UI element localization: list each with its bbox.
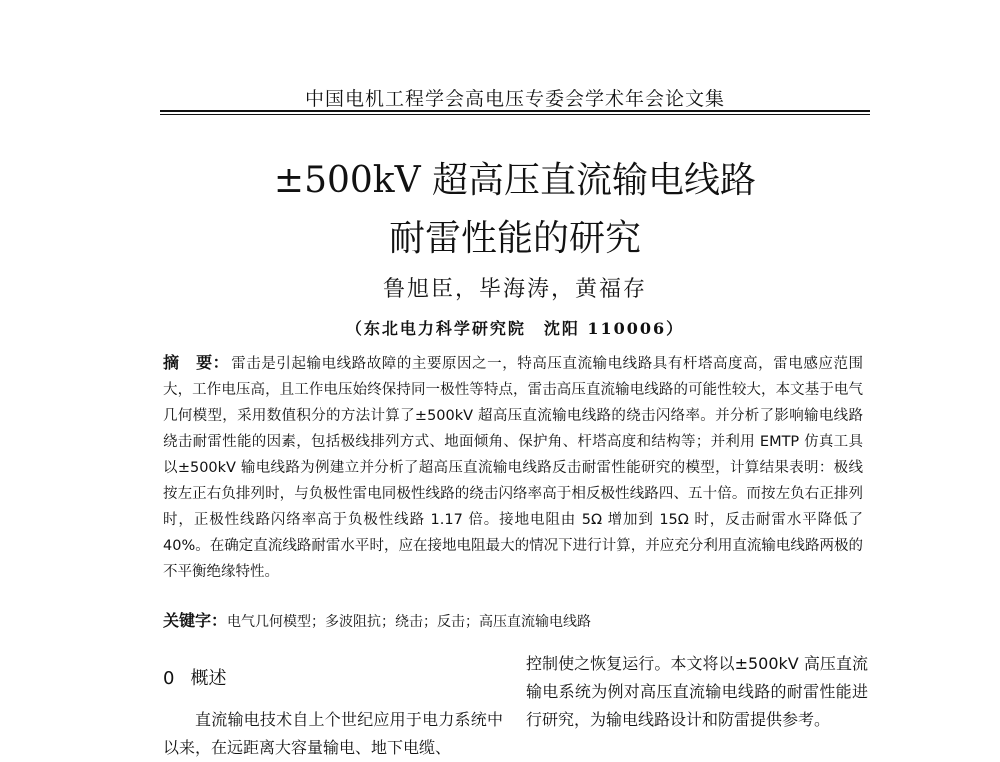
paper-title-line1: ±500kV 超高压直流输电线路: [273, 160, 757, 201]
authors: 鲁旭臣，毕海涛，黄福存: [382, 277, 647, 302]
section-title: 概述: [190, 668, 227, 689]
abstract: [163, 350, 863, 585]
keywords-text: 电气几何模型；多波阻抗；绕击；反击；高压直流输电线路: [227, 614, 592, 630]
left-body-text: 直流输电技术自上个世纪应用于电力系统中以来，在远距离大容量输电、地下电缆、: [163, 710, 503, 757]
keywords: [163, 608, 863, 631]
section-number: 0: [163, 668, 175, 689]
affiliation: （东北电力科学研究院 沈阳 110006）: [345, 319, 685, 338]
abstract-label: 摘 要：: [163, 353, 230, 372]
running-head: 中国电机工程学会高电压专委会学术年会论文集: [304, 88, 725, 110]
paper-title-line2: 耐雷性能的研究: [388, 218, 641, 259]
keywords-label: 关键字：: [163, 611, 228, 630]
right-body-text: 控制使之恢复运行。本文将以±500kV 高压直流输电系统为例对高压直流输电线路的耐雷性能进行研究，为输电线路设计和防雷提供参考。: [526, 654, 868, 729]
section-heading: [163, 664, 503, 690]
header-rule-thin: [160, 114, 870, 115]
right-column: [526, 650, 868, 734]
left-column: [163, 650, 503, 762]
header-rule: [160, 110, 870, 112]
abstract-text: 雷击是引起输电线路故障的主要原因之一，特高压直流输电线路具有杆塔高度高，雷电感应范围大，工作电压高，且工作电压始终保持同一极性等特点，雷击高压直流输电线路的可能性较大，本文基于电气几何模型，采用数值积分的方法计算了±500kV 超高压直流输电线路的绕击闪络率。并分析了影响输电线路绕击耐雷性能的因素，包括极线排列方式、地面倾角、保护角、杆塔高度和结构等；并利用 EMTP 仿真工具以±500kV 输电线路为例建立并分析了超高压直流输电线路反击耐雷性能研究的模型，计算结果表明：极线按左正右负排列时，与负极性雷电同极性线路的绕击闪络率高于相反极性线路四、五十倍。而按左负右正排列时，正极性线路闪络率高于负极性线路 1.17 倍。接地电阻由 5Ω 增加到 15Ω 时，反击耐雷水平降低了 40%。在确定直流线路耐雷水平时，应在接地电阻最大的情况下进行计算，并应充分利用直流输电线路两极的不平衡绝缘特性。: [163, 356, 863, 580]
